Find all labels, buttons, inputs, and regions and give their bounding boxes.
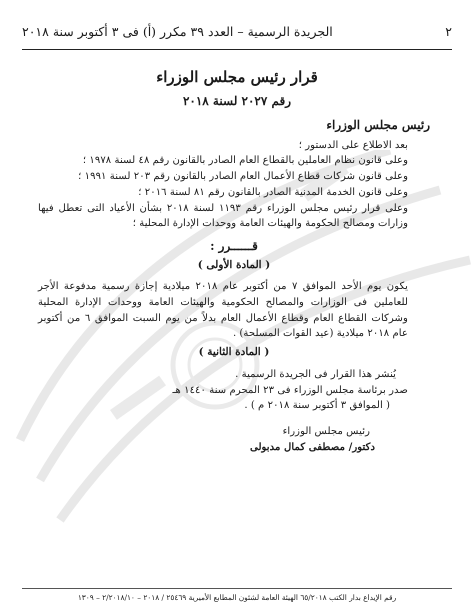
issued-gregorian: ( الموافق ٣ أكتوبر سنة ٢٠١٨ م ) . (244, 400, 390, 412)
preamble-line: وعلى قانون الخدمة المدنية الصادر بالقانون رقم ٨١ لسنة ٢٠١٦ ؛ (138, 186, 408, 198)
preamble-line: بعد الاطلاع على الدستور ؛ (298, 139, 408, 151)
issued-at: صدر برئاسة مجلس الوزراء فى ٢٣ المحرم سنة ١٤٤٠ هـ (172, 384, 408, 396)
article-2-text: يُنشر هذا القرار فى الجريدة الرسمية . (235, 368, 396, 380)
header-divider (22, 49, 452, 50)
deposit-note: رقم الإيداع بدار الكتب ٦٥/٢٠١٨ الهيئة العامة لشئون المطابع الأميرية ٢٥٤٦٩ / ٢٠١٨ – ٢/٢٠١٨/١٠ – ١٣٠٩ (77, 593, 397, 602)
gazette-header (22, 24, 452, 39)
issue-line: الجريدة الرسمية – العدد ٣٩ مكرر (أ) فى ٣ أكتوبر سنة ٢٠١٨ (22, 24, 333, 39)
footer-divider (22, 588, 452, 589)
preamble-line: وعلى قانون نظام العاملين بالقطاع العام الصادر بالقانون رقم ٤٨ لسنة ١٩٧٨ ؛ (82, 155, 408, 167)
decree-title: قرار رئيس مجلس الوزراء (156, 68, 318, 86)
signatory-name: دكتور/ مصطفى كمال مدبولى (249, 440, 375, 453)
page-number: ٢ (445, 24, 452, 39)
decided-heading: قــــــرر : (210, 238, 258, 253)
article-1-text: يكون يوم الأحد الموافق ٧ من أكتوبر عام ٢٠١٨ ميلادية إجازة رسمية مدفوعة الأجر للعاملين فى الوزارات والمصالح الحكومية والهيئات العامة ووحدات الإدارة المحلية وشركات القطاع العام وقطاع الأعمال العام بدلاً من يوم السبت الموافق ٦ من أكتوبر عام ٢٠١٨ ميلادية (عيد القوات المسلحة) . (38, 281, 408, 340)
issuer-heading: رئيس مجلس الوزراء (326, 118, 430, 132)
preamble-line: وعلى قانون شركات قطاع الأعمال العام الصادر بالقانون رقم ٢٠٣ لسنة ١٩٩١ ؛ (78, 171, 408, 183)
decree-body (38, 118, 430, 455)
decree-number: رقم ٢٠٢٧ لسنة ٢٠١٨ (182, 94, 292, 108)
signatory-title: رئيس مجلس الوزراء (282, 425, 370, 437)
preamble-line: وعلى قرار رئيس مجلس الوزراء رقم ١١٩٣ لسنة ٢٠١٨ بشأن الأعياد التى تعطل فيها وزارات ومصالح الحكومة والهيئات العامة ووحدات الإدارة المحلية ؛ (38, 202, 408, 230)
article-1-heading: ( المادة الأولى ) (197, 258, 271, 271)
article-2-heading: ( المادة الثانية ) (198, 346, 270, 359)
